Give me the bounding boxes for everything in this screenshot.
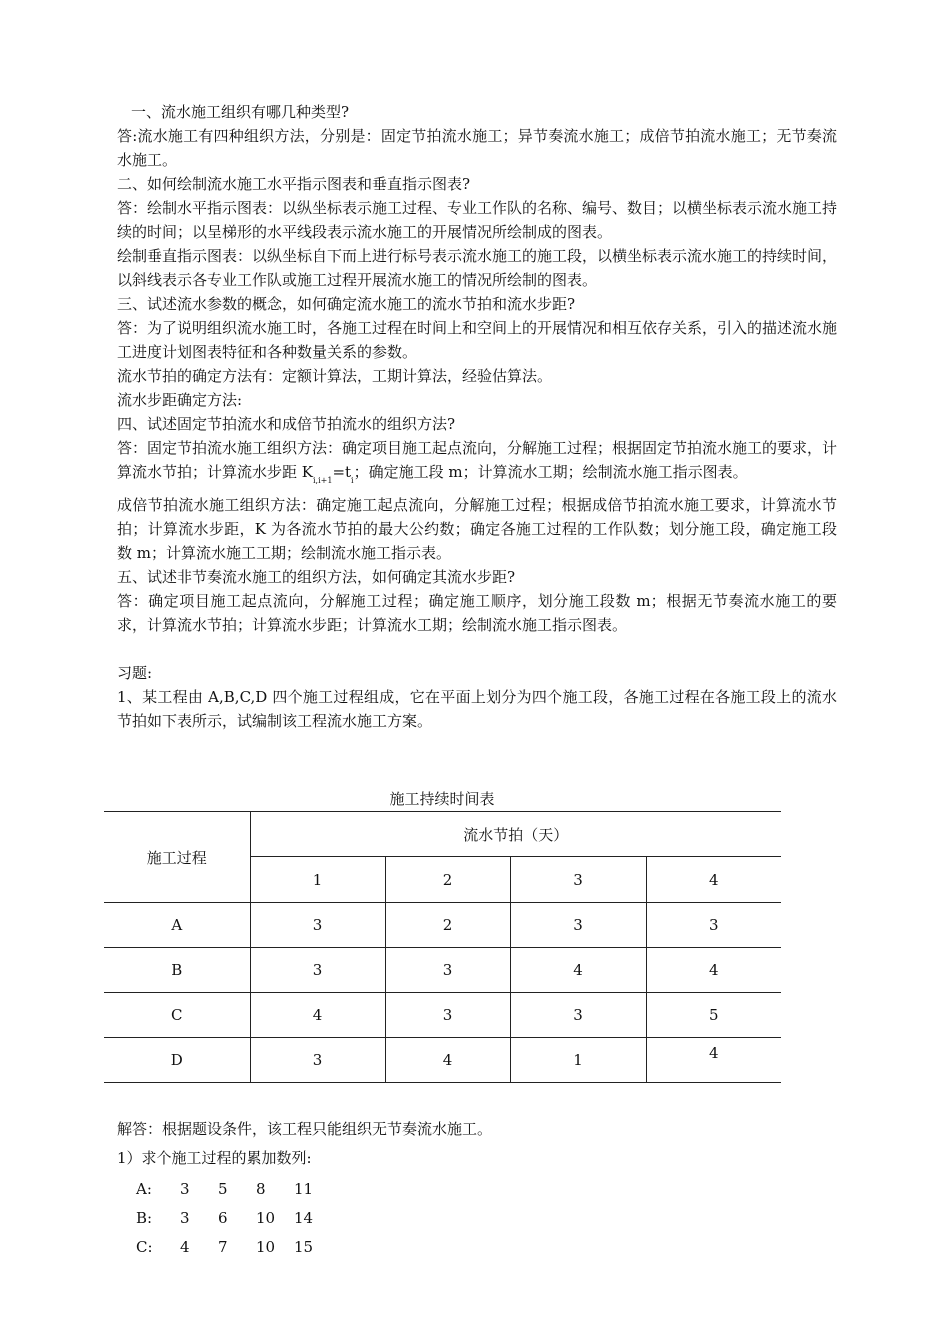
answer-3c: 流水步距确定方法: xyxy=(117,391,243,409)
question-1: 一、流水施工组织有哪几种类型? xyxy=(131,103,350,121)
sequence-label: A: xyxy=(136,1180,152,1198)
question-5: 五、试述非节奏流水施工的组织方法，如何确定其流水步距? xyxy=(117,568,516,586)
sequence-label: C: xyxy=(136,1238,153,1256)
sequence-value: 3 xyxy=(180,1209,190,1227)
answer-4a xyxy=(117,436,837,493)
solution-section xyxy=(117,1115,837,1173)
table-cell: 3 xyxy=(250,903,385,948)
sequence-value: 15 xyxy=(294,1238,314,1256)
process-name-cell: C xyxy=(104,993,250,1038)
sequence-value: 10 xyxy=(256,1209,276,1227)
sequence-value: 7 xyxy=(218,1238,228,1256)
table-cell: 4 xyxy=(646,948,781,993)
answer-4a-mid: =t xyxy=(332,463,352,481)
table-cell: 3 xyxy=(385,948,510,993)
answer-5: 答：确定项目施工起点流向，分解施工过程；确定施工顺序，划分施工段数 m；根据无节奏流水施工的要求，计算流水节拍；计算流水步距；计算流水工期；绘制流水施工指示图表。 xyxy=(117,592,837,634)
table-row xyxy=(104,948,781,993)
duration-table xyxy=(104,811,781,1083)
table-row xyxy=(104,903,781,948)
table-cell: 3 xyxy=(510,993,646,1038)
sequence-value: 10 xyxy=(256,1238,276,1256)
sequence-value: 4 xyxy=(180,1238,190,1256)
cumulative-sequences xyxy=(136,1175,332,1262)
table-header-row xyxy=(104,812,781,857)
sequence-row xyxy=(136,1204,332,1233)
sequence-value: 11 xyxy=(294,1180,314,1198)
answer-2b: 绘制垂直指示图表：以纵坐标自下而上进行标号表示流水施工的施工段，以横坐标表示流水施工的持续时间，以斜线表示各专业工作队或施工过程开展流水施工的情况所绘制的图表。 xyxy=(117,247,838,289)
answer-3a: 答：为了说明组织流水施工时，各施工过程在时间上和空间上的开展情况和相互依存关系，引入的描述流水施工进度计划图表特征和各种数量关系的参数。 xyxy=(117,319,838,361)
table-cell: 4 xyxy=(250,993,385,1038)
answer-4a-pre: 答：固定节拍流水施工组织方法：确定项目施工起点流向，分解施工过程；根据固定节拍流水施工的要求，计算流水节拍；计算流水步距 K xyxy=(117,439,838,481)
question-3: 三、试述流水参数的概念，如何确定流水施工的流水节拍和流水步距? xyxy=(117,295,576,313)
sequence-label: B: xyxy=(136,1209,153,1227)
exercise-problem: 1、某工程由 A,B,C,D 四个施工过程组成，它在平面上划分为四个施工段，各施工过程在各施工段上的流水节拍如下表所示，试编制该工程流水施工方案。 xyxy=(117,688,837,730)
table-cell: 3 xyxy=(250,948,385,993)
row-header-cell: 施工过程 xyxy=(104,812,250,903)
answer-4b: 成倍节拍流水施工组织方法：确定施工起点流向，分解施工过程；根据成倍节拍流水施工要求，计算流水节拍；计算流水步距，K 为各流水节拍的最大公约数；确定各施工过程的工作队数；划分施工段，确定施工段数 m；计算流水施工工期；绘制流水施工指示表。 xyxy=(117,496,837,562)
sequence-row xyxy=(136,1175,332,1204)
solution-step-1: 1）求个施工过程的累加数列: xyxy=(117,1149,312,1167)
qa-section xyxy=(117,100,837,733)
table-cell: 2 xyxy=(385,903,510,948)
process-name-cell: D xyxy=(104,1038,250,1083)
answer-3b: 流水节拍的确定方法有：定额计算法，工期计算法，经验估算法。 xyxy=(117,367,553,385)
table-cell: 5 xyxy=(646,993,781,1038)
table-cell: 4 xyxy=(385,1038,510,1083)
answer-4a-sub-index: i,i+1 xyxy=(312,476,333,485)
sequence-value: 14 xyxy=(294,1209,314,1227)
sequence-value: 8 xyxy=(256,1180,266,1198)
solution-intro: 解答：根据题设条件，该工程只能组织无节奏流水施工。 xyxy=(117,1120,493,1138)
table-cell: 3 xyxy=(385,993,510,1038)
table-cell: 3 xyxy=(510,903,646,948)
table-cell: 1 xyxy=(510,1038,646,1083)
column-header: 3 xyxy=(510,857,646,903)
sequence-value: 3 xyxy=(180,1180,190,1198)
column-header: 4 xyxy=(646,857,781,903)
sequence-value: 5 xyxy=(218,1180,228,1198)
answer-1: 答:流水施工有四种组织方法，分别是：固定节拍流水施工；异节奏流水施工；成倍节拍流水施工；无节奏流水施工。 xyxy=(117,127,837,169)
answer-2a: 答：绘制水平指示图表：以纵坐标表示施工过程、专业工作队的名称、编号、数目；以横坐标表示流水施工持续的时间；以呈梯形的水平线段表示流水施工的开展情况所绘制成的图表。 xyxy=(117,199,838,241)
process-name-cell: B xyxy=(104,948,250,993)
group-header-cell: 流水节拍（天） xyxy=(250,812,781,857)
answer-4a-sub-i: i xyxy=(351,476,354,485)
column-header: 1 xyxy=(250,857,385,903)
table-cell: 3 xyxy=(250,1038,385,1083)
sequence-value: 6 xyxy=(218,1209,228,1227)
process-name-cell: A xyxy=(104,903,250,948)
table-row xyxy=(104,1038,781,1083)
answer-4a-post: ；确定施工段 m；计算流水工期；绘制流水施工指示图表。 xyxy=(353,463,748,481)
table-title: 施工持续时间表 xyxy=(389,790,495,808)
exercise-heading: 习题: xyxy=(117,664,153,682)
column-header: 2 xyxy=(385,857,510,903)
sequence-row xyxy=(136,1233,332,1262)
question-2: 二、如何绘制流水施工水平指示图表和垂直指示图表? xyxy=(117,175,471,193)
table-cell: 4 xyxy=(510,948,646,993)
table-cell: 4 xyxy=(646,1038,781,1083)
table-cell: 3 xyxy=(646,903,781,948)
question-4: 四、试述固定节拍流水和成倍节拍流水的组织方法? xyxy=(117,415,456,433)
table-row xyxy=(104,993,781,1038)
